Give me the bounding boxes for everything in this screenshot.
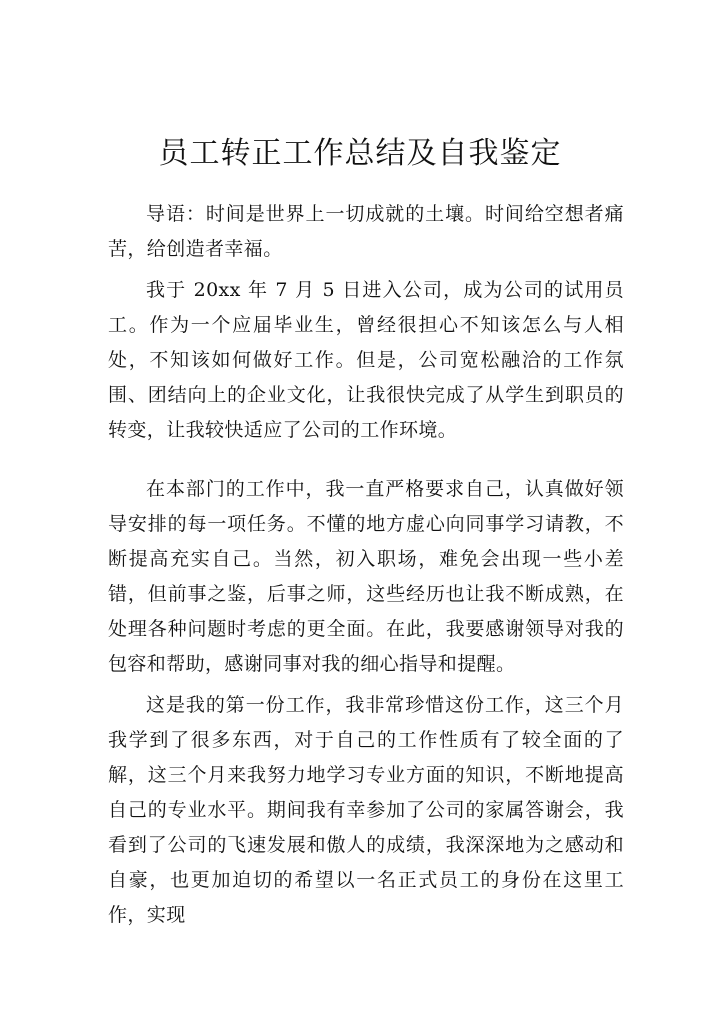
paragraph-first-job: 这是我的第一份工作，我非常珍惜这份工作，这三个月我学到了很多东西，对于自己的工作性质有了较全面的了解，这三个月来我努力地学习专业方面的知识，不断地提高自己的专业水平。期间我有幸参加了公司的家属答谢会，我看到了公司的飞速发展和傲人的成绩，我深深地为之感动和自豪，也更加迫切的希望以一名正式员工的身份在这里工作，实现 (108, 694, 624, 926)
document-body (108, 197, 624, 933)
paragraph-intro: 导语：时间是世界上一切成就的土壤。时间给空想者痛苦，给创造者幸福。 (108, 203, 624, 260)
paragraph-department-work: 在本部门的工作中，我一直严格要求自己，认真做好领导安排的每一项任务。不懂的地方虚心向同事学习请教，不断提高充实自己。当然，初入职场，难免会出现一些小差错，但前事之鉴，后事之师，这些经历也让我不断成熟，在处理各种问题时考虑的更全面。在此，我要感谢领导对我的包容和帮助，感谢同事对我的细心指导和提醒。 (108, 478, 624, 675)
paragraph-joining: 我于 20xx 年 7 月 5 日进入公司，成为公司的试用员工。作为一个应届毕业生，曾经很担心不知该怎么与人相处，不知该如何做好工作。但是，公司宽松融洽的工作氛围、团结向上的企业文化，让我很快完成了从学生到职员的转变，让我较快适应了公司的工作环境。 (108, 279, 624, 441)
document-title: 员工转正工作总结及自我鉴定 (158, 136, 562, 171)
